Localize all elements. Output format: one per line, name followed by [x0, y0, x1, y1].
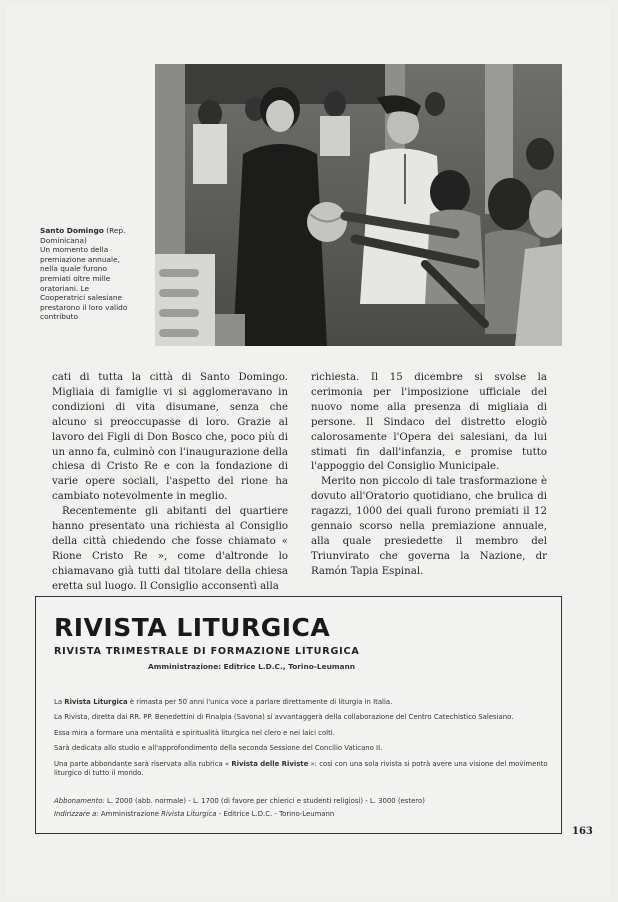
ad-subs-label: Abbonamento:	[54, 797, 105, 805]
caption-text: Un momento della premiazione annuale, nella quale furono premiati oltre mille oratoriani. Le Cooperatrici salesiane prestarono il loro valido contributo	[40, 245, 128, 322]
page-number: 163	[572, 826, 593, 837]
caption-country: (Rep. Dominicana)	[40, 226, 126, 245]
event-photograph	[155, 64, 562, 346]
ad-text: è rimasta per 50 anni l'unica voce a parlare direttamente di liturgia in Italia.	[127, 698, 393, 706]
ad-paragraph: La Rivista, diretta dai RR. PP. Benedettini di Finalpia (Savona) si avvantaggerà della collaborazione del Centro Catechistico Salesiano.	[54, 713, 514, 722]
ad-subs-value: L. 2000 (abb. normale) - L. 1700 (di favore per chierici e studenti religiosi) - L. 3000 (estero)	[107, 797, 425, 805]
article-column-right	[311, 371, 547, 580]
ad-subtitle: RIVISTA TRIMESTRALE DI FORMAZIONE LITURGICA	[54, 646, 360, 657]
ad-text-bold: Rivista delle Riviste	[231, 759, 309, 768]
ad-footer	[54, 795, 554, 821]
ad-text: La	[54, 698, 65, 706]
article-paragraph: Merito non piccolo di tale trasformazione è dovuto all'Oratorio quotidiano, che brulica di ragazzi, 1000 dei quali furono premiati il 12 gennaio scorso nella premiazione annuale, alla quale presiedette il membro del Triunvirato che governa la Nazione, dr Ramón Tapia Espinal.	[311, 476, 547, 577]
ad-admin-value: Editrice L.D.C., Torino-Leumann	[223, 662, 356, 671]
article-paragraph: richiesta. Il 15 dicembre si svolse la cerimonia per l'imposizione ufficiale del nuovo nome alla presenza di migliaia di persone. Il Sindaco del distretto elogiò calorosamente l'Opera dei salesiani, da lui stimati fin dall'infanzia, e promise tutto l'appoggio del Consiglio Municipale.	[311, 372, 547, 473]
ad-text: Una parte abbondante sarà riservata alla rubrica «	[54, 759, 232, 768]
ad-addr-text: Amministrazione	[100, 810, 162, 818]
ad-subscription-line	[54, 795, 554, 808]
caption-place: Santo Domingo	[40, 226, 104, 235]
article-paragraph: cati di tutta la città di Santo Domingo. Migliaia di famiglie vi si agglomeravano in condizioni di vita disumane, senza che alcuno si preoccupasse di loro. Grazie al lavoro dei Figli di Don Bosco che, poco più di un anno fa, culminò con l'inaugurazione della chiesa di Cristo Re e con la fondazione di varie opere sociali, l'aspetto del rione ha cambiato notevolmente in meglio.	[52, 372, 288, 503]
ad-text: »: così con una sola rivista si potrà avere una visione del movimento liturgico di tutto il mondo.	[54, 759, 548, 777]
ad-addr-italic: Rivista Liturgica	[161, 810, 217, 818]
ad-body	[54, 698, 554, 784]
ad-paragraph: Sarà dedicata allo studio e all'approfondimento della seconda Sessione del Concilio Vaticano II.	[54, 744, 383, 753]
article-column-left	[52, 371, 288, 595]
ad-addr-text: - Editrice L.D.C. - Torino-Leumann	[216, 810, 335, 818]
ad-text-bold: Rivista Liturgica	[64, 698, 128, 706]
ad-paragraph: Essa mira a formare una mentalità e spiritualità liturgica nel clero e nei laici colti.	[54, 728, 335, 737]
ad-admin-label: Amministrazione:	[148, 662, 222, 671]
ad-paragraph	[54, 698, 554, 707]
advertisement-box	[35, 596, 562, 834]
ad-addr-label: Indirizzare a:	[54, 810, 99, 818]
ad-administration	[148, 662, 355, 671]
ad-paragraph	[54, 760, 554, 778]
photo-caption	[40, 226, 130, 322]
article-paragraph: Recentemente gli abitanti del quartiere hanno presentato una richiesta al Consiglio della città chiedendo che fosse chiamato « Rione Cristo Re », come d'altronde lo chiamavano già tutti dal titolare della chiesa eretta sul luogo. Il Consiglio acconsentì alla	[52, 506, 288, 592]
ad-address-line	[54, 808, 554, 821]
ad-title: RIVISTA LITURGICA	[54, 613, 331, 642]
